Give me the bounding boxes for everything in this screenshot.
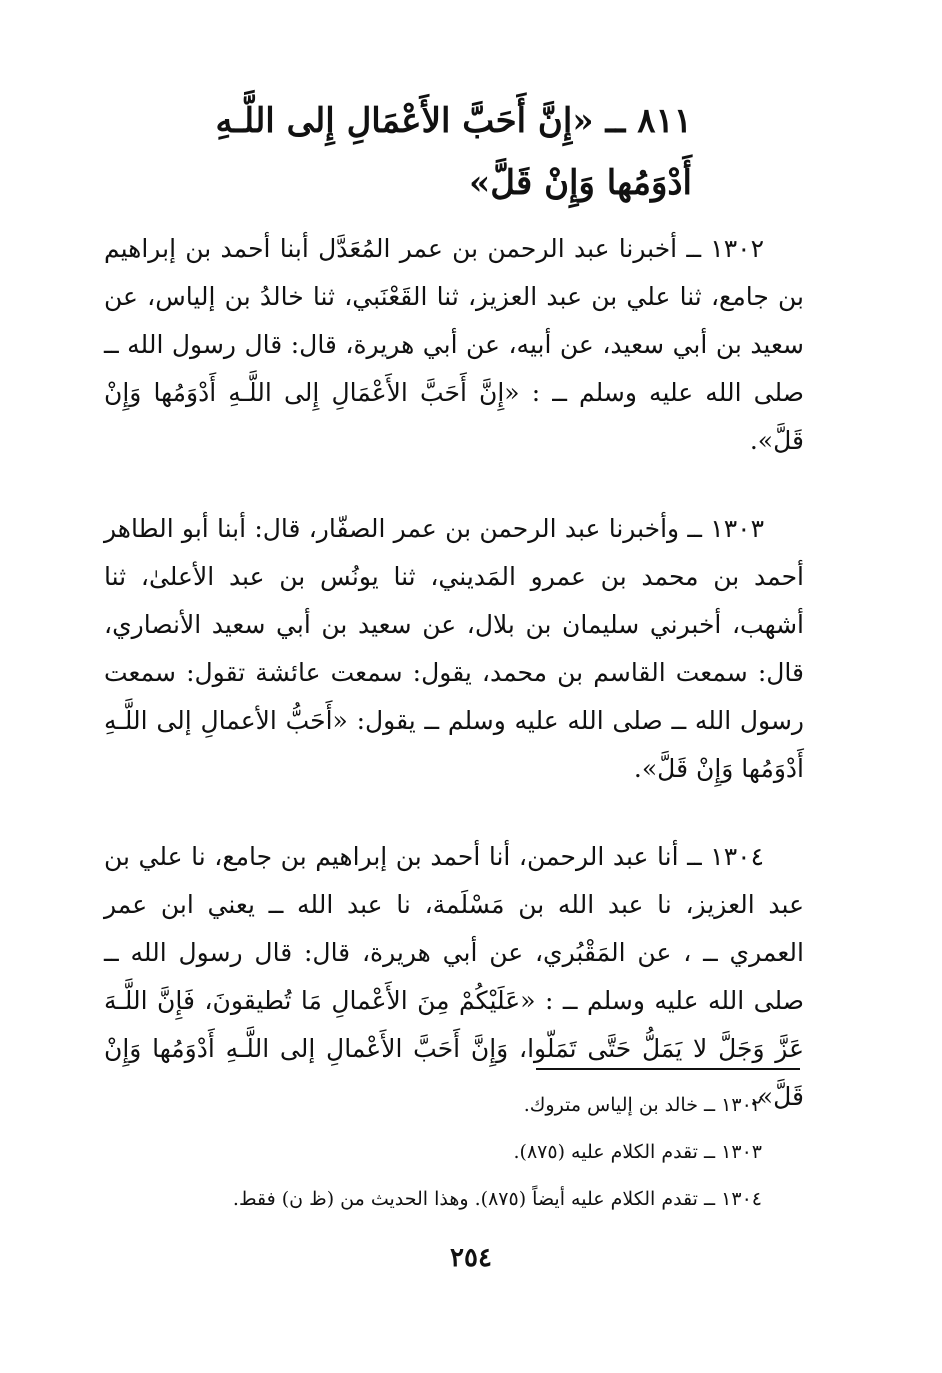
footnote-1303: ١٣٠٣ ــ تقدم الكلام عليه (٨٧٥). — [513, 1141, 762, 1163]
footnote-1302: ١٣٠٢ ــ خالد بن إلياس متروك. — [523, 1094, 762, 1116]
hadith-1303: ١٣٠٣ ــ وأخبرنا عبد الرحمن بن عمر الصفّار، قال: أبنا أبو الطاهر أحمد بن محمد بن عمرو المَديني، ثنا يونُس بن عبد الأعلىٰ، ثنا أشهب، أخبرني سليمان بن بلال، عن سعيد بن أبي سعيد الأنصاري، قال: سمعت القاسم بن محمد، يقول: سمعت عائشة تقول: سمعت رسول الله ــ صلى الله عليه وسلم ــ يقول: «أَحَبُّ الأعمالِ إلى اللَّـهِ أَدْوَمُها وَإِنْ قَلَّ». — [104, 514, 804, 783]
page-number: ٢٥٤ — [450, 1243, 492, 1273]
hadith-list — [104, 225, 804, 1161]
footnotes — [150, 1082, 762, 1223]
hadith-1302: ١٣٠٢ ــ أخبرنا عبد الرحمن بن عمر المُعَدَّل أبنا أحمد بن إبراهيم بن جامع، ثنا علي بن عبد العزيز، ثنا القَعْنَبي، ثنا خالدُ بن إلياس، عن سعيد بن أبي سعيد، عن أبيه، عن أبي هريرة، قال: قال رسول الله ــ صلى الله عليه وسلم ــ : «إِنَّ أَحَبَّ الأَعْمَالِ إِلى اللَّـهِ أَدْوَمُها وَإِنْ قَلَّ». — [104, 234, 804, 455]
chapter-title: ٨١١ ــ «إِنَّ أَحَبَّ الأَعْمَالِ إِلى اللَّـهِ أَدْوَمُها وَإِنْ قَلَّ» — [215, 101, 692, 203]
footnote-divider — [536, 1068, 800, 1070]
footnote-1304: ١٣٠٤ ــ تقدم الكلام عليه أيضاً (٨٧٥). وهذا الحديث من (ظ ن) فقط. — [232, 1188, 762, 1210]
hadith-1304: ١٣٠٤ ــ أنا عبد الرحمن، أنا أحمد بن إبراهيم بن جامع، نا علي بن عبد العزيز، نا عبد الله بن مَسْلَمة، نا عبد الله ــ يعني ابن عمر العمري ــ ، عن المَقْبُري، عن أبي هريرة، قال: قال رسول الله ــ صلى الله عليه وسلم ــ : «عَلَيْكُمْ مِنَ الأَعْمالِ مَا تُطيقونَ، فَإِنَّ اللَّـهَ عَزَّ وَجَلَّ لا يَمَلُّ حَتَّى تَمَلّوا، وَإِنَّ أَحَبَّ الأَعْمالِ إلى اللَّـهِ أَدْوَمُها وَإِنْ قَلَّ». — [104, 842, 804, 1111]
